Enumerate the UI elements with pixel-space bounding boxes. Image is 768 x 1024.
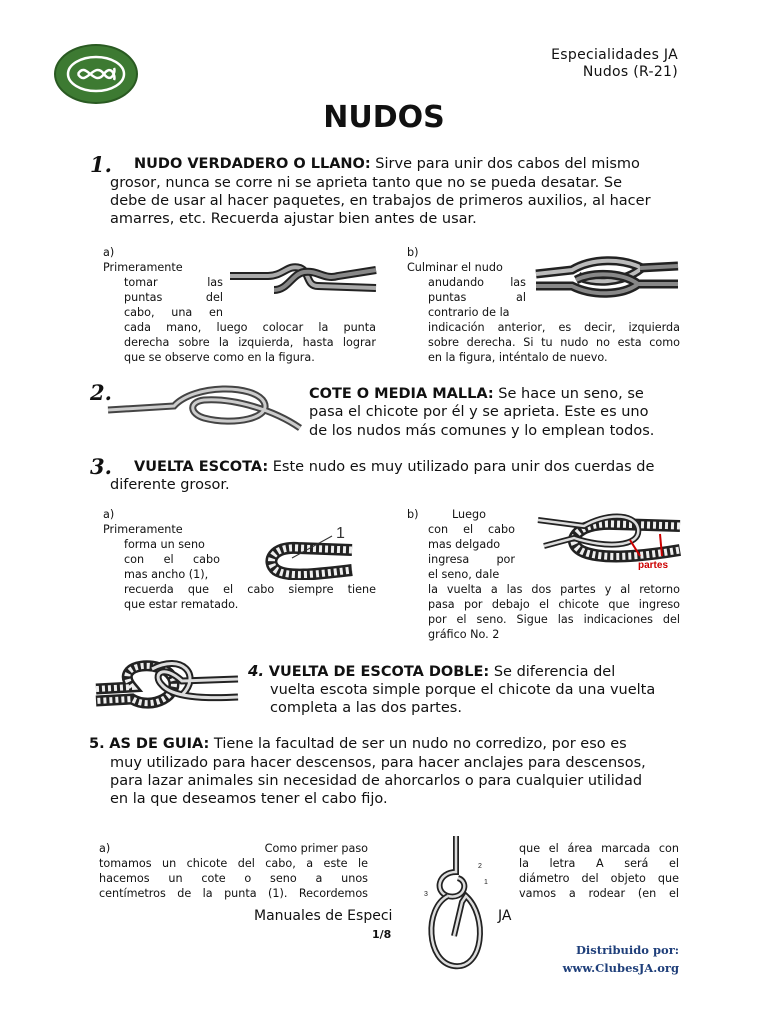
step-5-right-line-1: que el área marcada con: [519, 842, 679, 855]
step-5a-line-4: centímetros de la punta (1). Recordemos: [99, 887, 368, 900]
step-3b-line-2: con el cabo: [428, 523, 515, 536]
section-4-line-1: [248, 662, 688, 682]
step-3a-line-5: recuerda que el cabo siempre tiene: [124, 583, 376, 596]
footer-left-text: Manuales de Especi: [254, 908, 393, 924]
step-3a-label: a): [103, 508, 115, 521]
section-5-line-3: para lazar animales sin necesidad de ahorcarlos o para cualquier utilidad: [110, 773, 643, 789]
step-1a-line-3: puntas del: [124, 291, 223, 304]
step-3a-line-2: forma un seno: [124, 538, 205, 551]
section-4-line-3: completa a las dos partes.: [270, 700, 462, 716]
section-5-line-4: en la que deseamos tener el cabo fijo.: [110, 791, 388, 807]
section-1-heading: NUDO VERDADERO O LLANO:: [134, 156, 371, 172]
step-3a-line-3: con el cabo: [124, 553, 220, 566]
step-5a-line-2: tomamos un chicote del cabo, a este le: [99, 857, 368, 870]
section-4-number: 4.: [248, 662, 265, 680]
section-3-heading: VUELTA ESCOTA:: [134, 459, 269, 475]
step-5a-line-3: hacemos un cote o seno a unos: [99, 872, 368, 885]
bowline-illustration: [418, 832, 498, 978]
section-2-text-1: Se hace un seno, se: [498, 386, 644, 402]
double-sheet-bend-illustration: [92, 655, 242, 721]
square-knot-step-a-illustration: [228, 258, 378, 302]
step-3b-line-9: gráfico No. 2: [428, 628, 500, 641]
step-3b-line-7: pasa por debajo el chicote que ingreso: [428, 598, 680, 611]
step-1a-line-2: tomar las: [124, 276, 223, 289]
step-1b-label: b): [407, 246, 419, 259]
section-2-heading: COTE O MEDIA MALLA:: [309, 386, 494, 402]
step-3a-line-6: que estar rematado.: [124, 598, 239, 611]
bowline-fig-label-1: 1: [484, 879, 488, 886]
square-knot-step-b-illustration: [532, 254, 682, 304]
step-1b-line-1: Culminar el nudo: [407, 261, 503, 274]
step-3b-line-4: ingresa por: [428, 553, 515, 566]
step-3b-line-5: el seno, dale: [428, 568, 500, 581]
step-3a-line-1: Primeramente: [103, 523, 183, 536]
step-1b-line-6: sobre derecha. Si tu nudo no esta como: [428, 336, 680, 349]
step-1a-line-1: Primeramente: [103, 261, 183, 274]
section-3-line-2: diferente grosor.: [110, 477, 230, 493]
step-3b-line-8: por el seno. Sigue las indicaciones del: [428, 613, 680, 626]
step-1a-line-6: derecha sobre la izquierda, hasta lograr: [124, 336, 376, 349]
step-3a-line-4: mas ancho (1),: [124, 568, 209, 581]
step-1b-line-4: contrario de la: [428, 306, 510, 319]
step-3b-line-3: mas delgado: [428, 538, 501, 551]
step-1a-line-4: cabo, una en: [124, 306, 223, 319]
half-hitch-illustration: [104, 380, 304, 440]
section-3-text-1: Este nudo es muy utilizado para unir dos cuerdas de: [272, 459, 655, 475]
header-line-2: Nudos (R-21): [582, 64, 678, 80]
step-1b-line-3: puntas al: [428, 291, 526, 304]
footer-right-text: JA: [498, 908, 512, 924]
section-5-line-2: muy utilizado para hacer descensos, para hacer anclajes para descensos,: [110, 755, 646, 771]
section-1-number: 1.: [90, 152, 112, 177]
step-1b-line-2: anudando las: [428, 276, 526, 289]
sheet-bend-fig-label-1: 1: [336, 525, 345, 542]
step-5-right-line-3: diámetro del objeto que: [519, 872, 679, 885]
section-3-line-1: [134, 458, 684, 477]
page-title: NUDOS: [323, 100, 445, 135]
section-1-line-4: amarres, etc. Recuerda ajustar bien antes de usar.: [110, 211, 477, 227]
step-3b-label: b): [407, 508, 419, 521]
step-1a-line-7: que se observe como en la figura.: [124, 351, 315, 364]
section-5-heading: AS DE GUIA:: [109, 736, 210, 752]
section-5-line-1: [89, 735, 689, 754]
section-3-number: 3.: [90, 454, 112, 479]
distributor-label: Distribuido por:: [575, 943, 679, 957]
section-2-line-1: [309, 385, 681, 404]
step-5a-label: a): [99, 842, 111, 855]
page-number: 1/8: [372, 928, 392, 941]
step-1a-line-5: cada mano, luego colocar la punta: [124, 321, 376, 334]
sheet-bend-step-b-illustration: [534, 504, 684, 580]
step-5a-line-1: Como primer paso: [264, 842, 368, 855]
step-1a-label: a): [103, 246, 115, 259]
section-5-number: 5.: [89, 736, 105, 752]
section-4-text-1: Se diferencia del: [493, 664, 616, 680]
section-2-number: 2.: [90, 380, 112, 405]
step-3b-line-1: Luego: [452, 508, 486, 521]
step-1b-line-7: en la figura, inténtalo de nuevo.: [428, 351, 608, 364]
header-line-1: Especialidades JA: [551, 47, 678, 63]
section-1-line-3: debe de usar al hacer paquetes, en trabajos de primeros auxilios, al hacer: [110, 193, 651, 209]
section-2-line-2: pasa el chicote por él y se aprieta. Este es uno: [309, 404, 649, 420]
bowline-fig-label-2: 2: [478, 863, 482, 870]
section-4-heading: VUELTA DE ESCOTA DOBLE:: [268, 664, 490, 680]
step-5-right-line-2: la letra A será el: [519, 857, 679, 870]
step-5-right-line-4: vamos a rodear (en el: [519, 887, 679, 900]
step-1b-line-5: indicación anterior, es decir, izquierda: [428, 321, 680, 334]
section-1-text-1: Sirve para unir dos cabos del mismo: [375, 156, 640, 172]
sheet-bend-fig-label-partes: partes: [638, 560, 669, 571]
section-4-line-2: vuelta escota simple porque el chicote da una vuelta: [270, 682, 656, 698]
bowline-fig-label-3: 3: [424, 891, 428, 898]
club-logo: [54, 44, 138, 104]
step-3b-line-6: la vuelta a las dos partes y al retorno: [428, 583, 680, 596]
distributor-url[interactable]: www.ClubesJA.org: [562, 961, 679, 975]
section-2-line-3: de los nudos más comunes y lo emplean todos.: [309, 423, 655, 439]
section-1-line-1: [134, 155, 684, 174]
sheet-bend-step-a-illustration: [258, 518, 358, 584]
section-1-line-2: grosor, nunca se corre ni se aprieta tanto que no se pueda desatar. Se: [110, 175, 622, 191]
section-5-text-1: Tiene la facultad de ser un nudo no corredizo, por eso es: [213, 736, 627, 752]
